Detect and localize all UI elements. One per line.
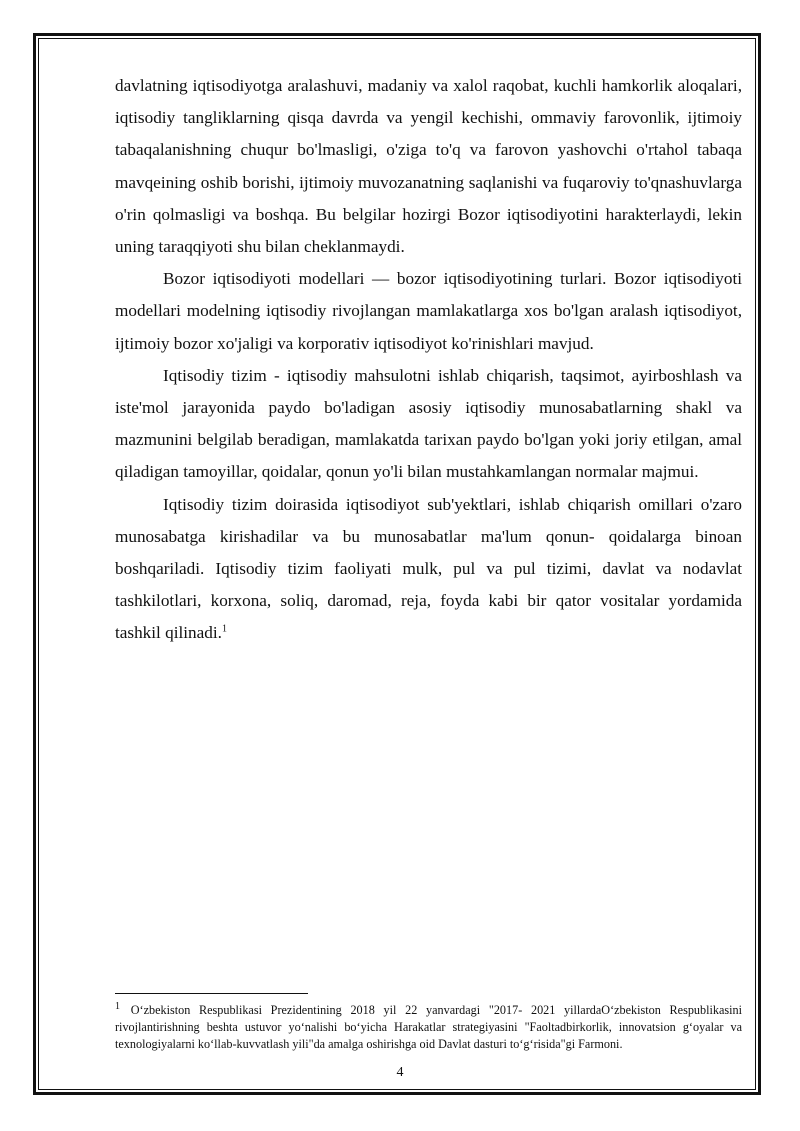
footnote-reference[interactable]: 1 [221,623,227,635]
footnote-text: O‘zbekiston Respublikasi Prezidentining 2018 yil 22 yanvardagi "2017- 2021 yillardaO‘zbekiston Respublikasini rivojlantirishning beshta ustuvor yo‘nalishi bo‘yicha Harakatlar strategiyasini "Faoltadbirkorlik, innovatsion g‘oyalar va texnologiyalarni ko‘llab-kuvvatlash yili"da amalga oshirishga oid Davlat dasturi to‘g‘risida"gi Farmoni. [115,1003,742,1051]
footnote-marker: 1 [115,1000,120,1012]
paragraph-text: Iqtisodiy tizim doirasida iqtisodiyot sub'yektlari, ishlab chiqarish omillari o'zaro munosabatga kirishadilar va bu munosabatlar ma'lum qonun- qoidalarga binoan boshqariladi. Iqtisodiy tizim faoliyati mulk, pul va pul tizimi, davlat va nodavlat tashkilotlari, korxona, soliq, daromad, reja, foyda kabi bir qator vositalar yordamida tashkil qilinadi. [115,494,742,643]
page-number: 4 [396,1065,404,1080]
paragraph-continued [115,70,742,263]
footnote [115,1002,742,1053]
document-body [115,70,742,650]
paragraph-text: davlatning iqtisodiyotga aralashuvi, madaniy va xalol raqobat, kuchli hamkorlik aloqalari, iqtisodiy tangliklarning qisqa davrda va yengil kechishi, ommaviy farovonlik, ijtimoiy tabaqalanishning chuqur bo'lmasligi, o'ziga to'q va farovon yashovchi o'rtahol tabaqa mavqeining oshib borishi, ijtimoiy muvozanatning saqlanishi va fuqaroviy to'qnashuvlarga o'rin qolmasligi va boshqa. Bu belgilar hozirgi Bozor iqtisodiyotini harakterlaydi, lekin uning taraqqiyoti shu bilan cheklanmaydi. [115,76,742,257]
paragraph-iqtisodiy-tizim [115,360,742,489]
paragraph-tizim-doirasida [115,489,742,650]
paragraph-text: Bozor iqtisodiyoti modellari — bozor iqtisodiyotining turlari. Bozor iqtisodiyoti modellari modelning iqtisodiy rivojlangan mamlakatlarga xos bo'lgan aralash iqtisodiyot, ijtimoiy bozor xo'jaligi va korporativ iqtisodiyot ko'rinishlari mavjud. [115,269,742,353]
paragraph-text: Iqtisodiy tizim - iqtisodiy mahsulotni ishlab chiqarish, taqsimot, ayirboshlash va iste'mol jarayonida paydo bo'ladigan asosiy iqtisodiy munosabatlarning shakl va mazmunini belgilab beradigan, mamlakatda tarixan paydo bo'lgan yoki joriy etilgan, amal qiladigan tamoyillar, qoidalar, qonun yo'li bilan mustahkamlangan normalar majmui. [115,365,742,482]
paragraph-bozor-modellari [115,263,742,360]
footnote-separator [115,993,308,994]
